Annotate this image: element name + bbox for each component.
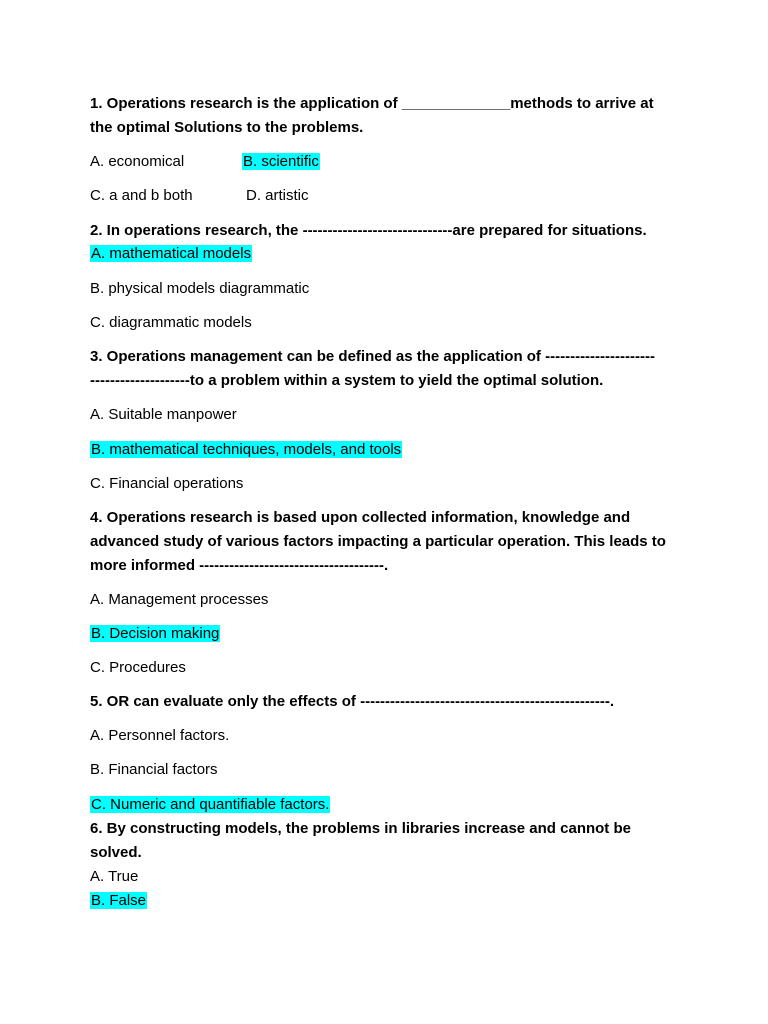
question-1-option-a: A. economical xyxy=(90,153,185,170)
question-6-line-1: 6. By constructing models, the problems in libraries increase and cannot be xyxy=(90,820,631,837)
question-1-line-1: 1. Operations research is the application of _____________methods to arrive at xyxy=(90,95,654,112)
question-3-option-b xyxy=(90,439,402,461)
question-1-option-b xyxy=(242,151,320,173)
answer-highlight: B. mathematical techniques, models, and tools xyxy=(91,441,402,458)
answer-highlight: A. mathematical models xyxy=(91,245,252,262)
question-4-option-c: C. Procedures xyxy=(90,659,186,676)
question-2-option-b: B. physical models diagrammatic xyxy=(90,280,310,297)
question-1-line-2: the optimal Solutions to the problems. xyxy=(90,119,364,136)
question-3-line-1: 3. Operations management can be defined as the application of ---------------------- xyxy=(90,348,655,365)
question-5-option-a: A. Personnel factors. xyxy=(90,727,230,744)
question-6-line-2: solved. xyxy=(90,844,142,861)
question-4-line-2: advanced study of various factors impacting a particular operation. This leads to xyxy=(90,533,666,550)
question-3-line-2: --------------------to a problem within a system to yield the optimal solution. xyxy=(90,372,604,389)
question-6-option-b xyxy=(90,890,147,912)
question-2-line-1: 2. In operations research, the ------------------------------are prepared for situations. xyxy=(90,222,647,239)
question-4-option-a: A. Management processes xyxy=(90,591,269,608)
question-3-option-c: C. Financial operations xyxy=(90,475,244,492)
question-5-option-b: B. Financial factors xyxy=(90,761,218,778)
question-2-option-a xyxy=(90,243,252,265)
question-4-option-b xyxy=(90,623,220,645)
question-1-option-c: C. a and b both xyxy=(90,187,193,204)
answer-highlight: B. Decision making xyxy=(91,625,220,642)
answer-highlight: B. scientific xyxy=(243,153,319,170)
question-5-line-1: 5. OR can evaluate only the effects of --------------------------------------------------. xyxy=(90,693,615,710)
answer-highlight: B. False xyxy=(91,892,147,909)
question-6-option-a: A. True xyxy=(90,868,139,885)
question-3-option-a: A. Suitable manpower xyxy=(90,406,237,423)
question-4-line-3: more informed -------------------------------------. xyxy=(90,557,389,574)
answer-highlight: C. Numeric and quantifiable factors. xyxy=(91,796,330,813)
question-4-line-1: 4. Operations research is based upon collected information, knowledge and xyxy=(90,509,631,526)
question-1-option-d: D. artistic xyxy=(246,187,309,204)
question-2-option-c: C. diagrammatic models xyxy=(90,314,252,331)
question-5-option-c xyxy=(90,794,330,816)
